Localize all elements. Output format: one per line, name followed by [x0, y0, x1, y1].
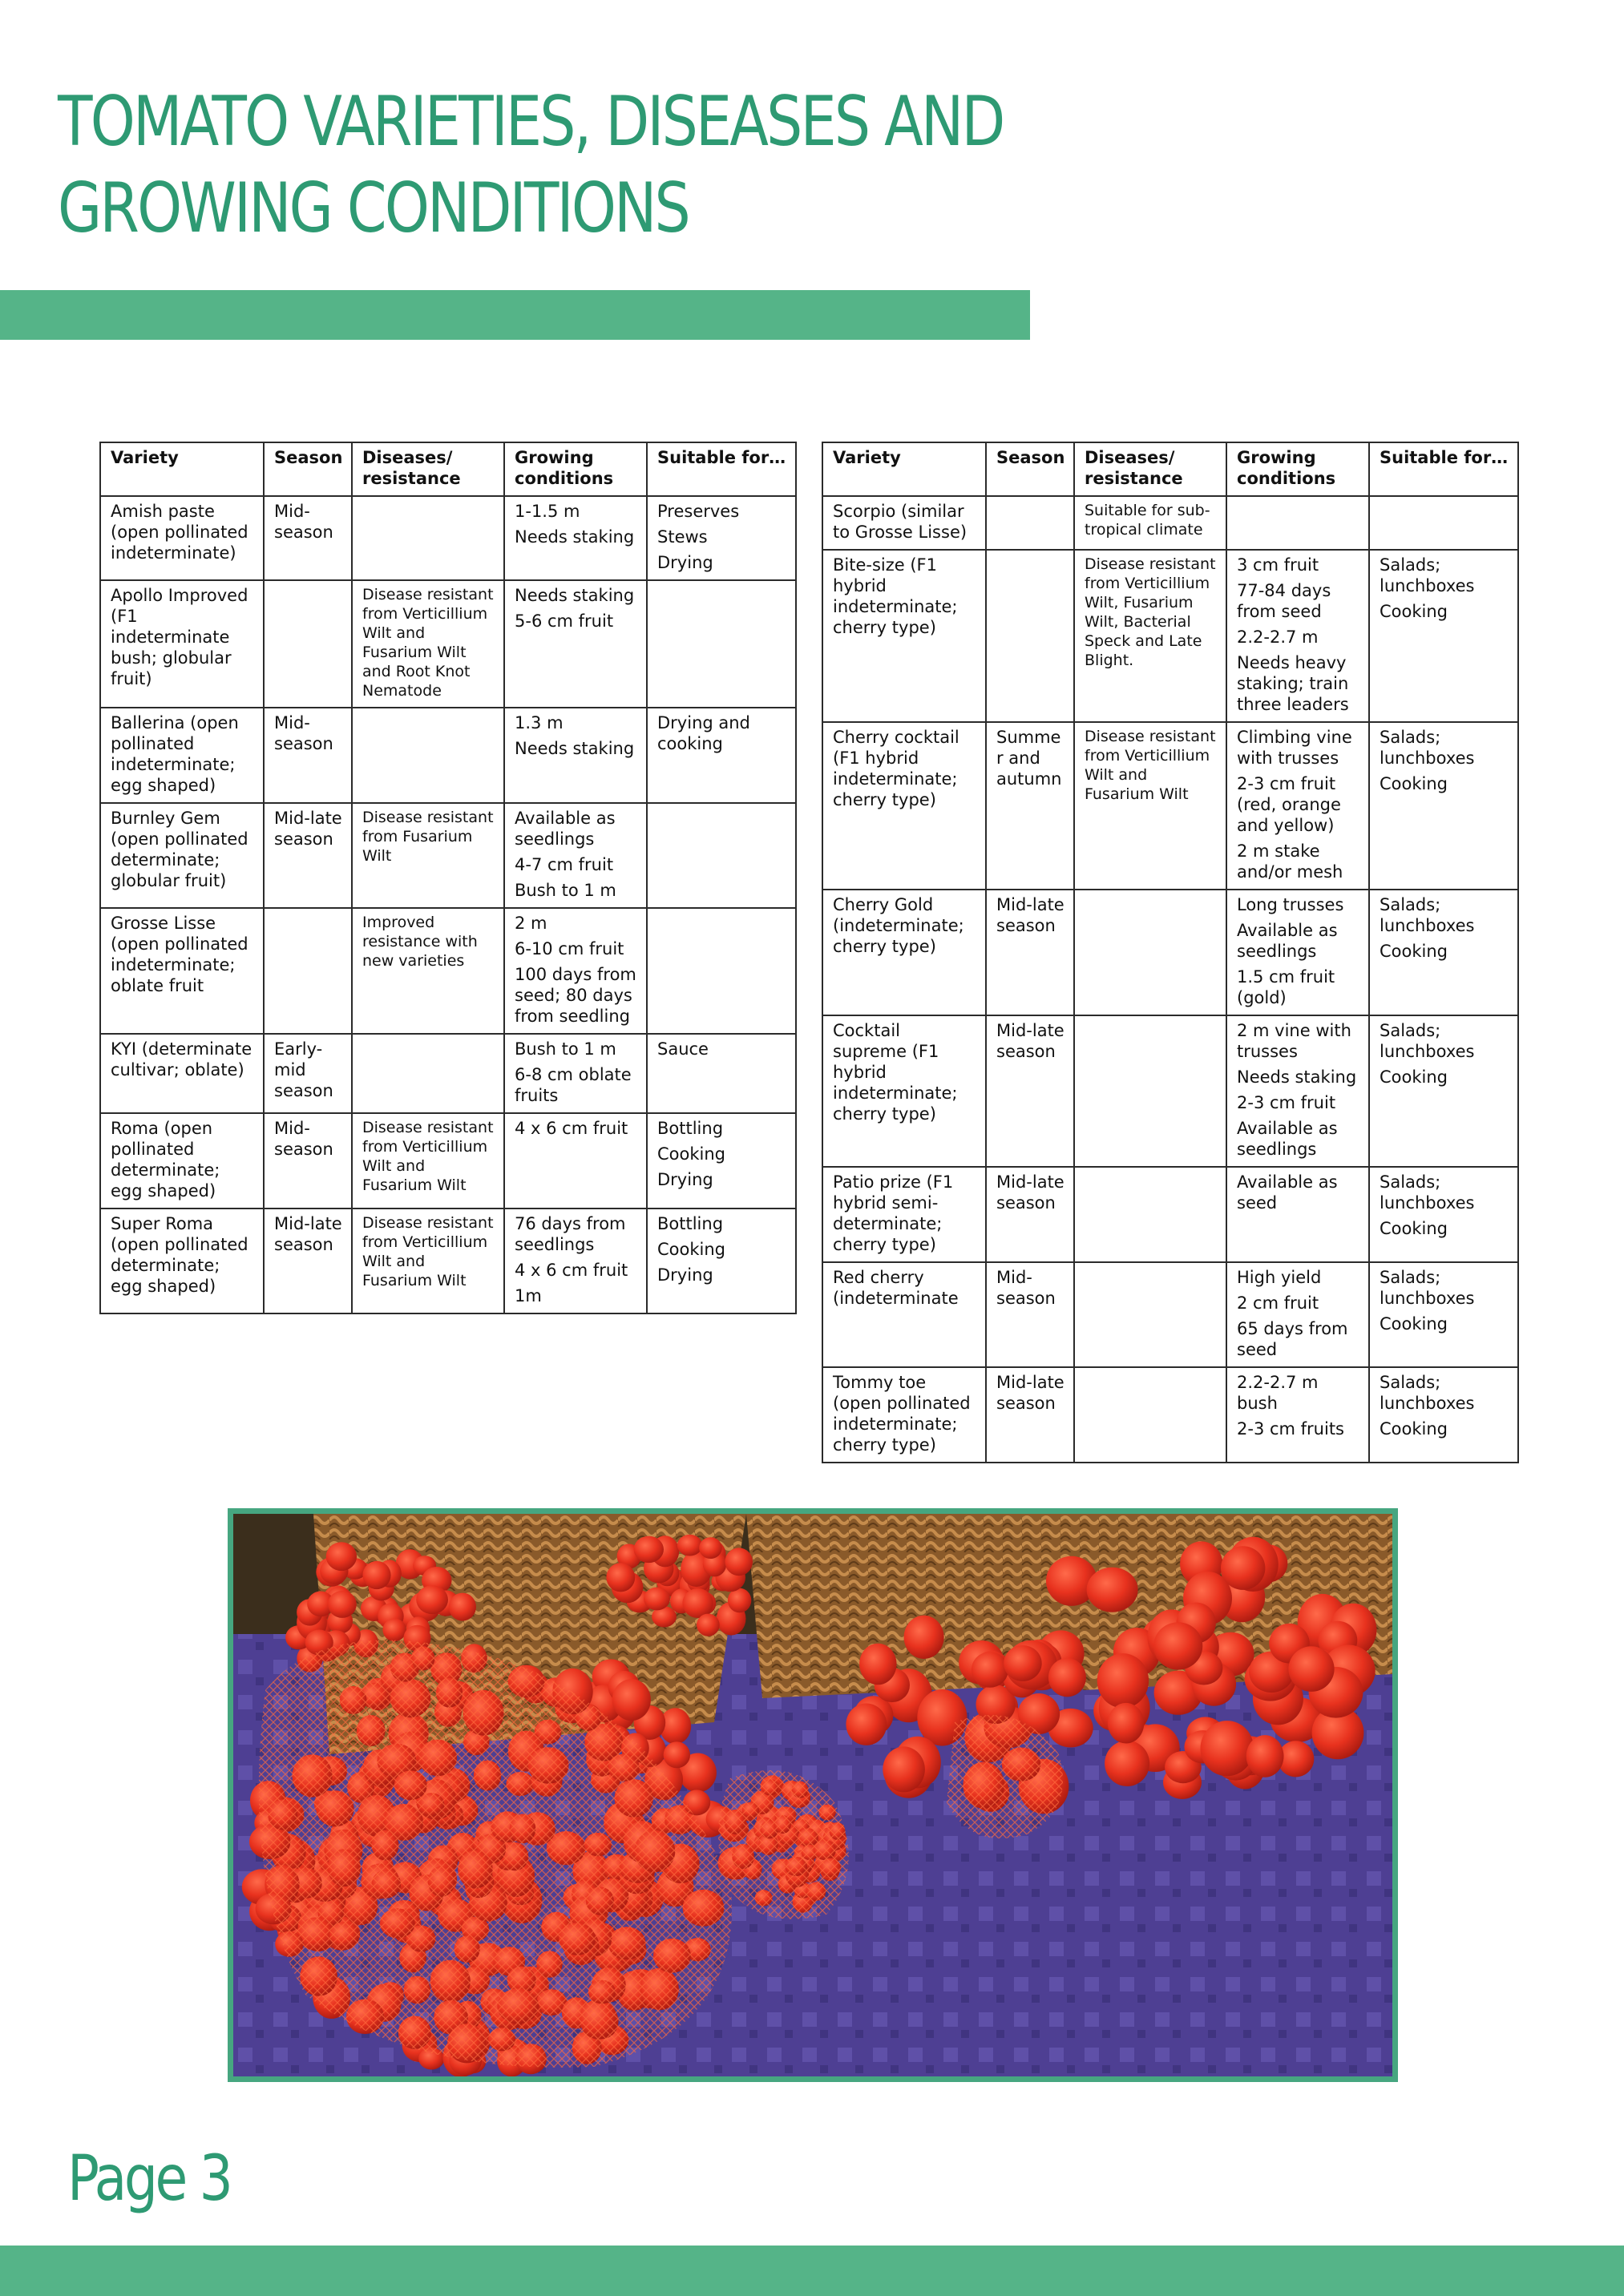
- cell-suitable-for: [1369, 1015, 1518, 1167]
- cell-line: Drying: [657, 553, 713, 572]
- cell-line: Climbing vine with trusses: [1237, 728, 1352, 768]
- header-season: Season: [986, 442, 1074, 496]
- cell-growing-conditions: [504, 708, 647, 803]
- table-row: [822, 722, 1518, 890]
- cell-line: Salads; lunchboxes: [1380, 1373, 1475, 1413]
- page-title-line-1: TOMATO VARIETIES, DISEASES AND: [58, 82, 1004, 162]
- cell-line: 65 days from seed: [1237, 1319, 1348, 1359]
- cell-variety: Roma (open pollinated determinate; egg shaped): [100, 1113, 264, 1209]
- cell-growing-conditions: [1226, 1167, 1369, 1262]
- cell-line: 2.2-2.7 m bush: [1237, 1373, 1319, 1413]
- cell-variety: Cherry cocktail (F1 hybrid indeterminate; cherry type): [822, 722, 986, 890]
- tomato: [1108, 1703, 1144, 1744]
- cell-line: Preserves: [657, 502, 740, 521]
- header-growing-conditions: Growing conditions: [504, 442, 647, 496]
- tomato: [677, 1535, 702, 1556]
- cell-growing-conditions: [1226, 890, 1369, 1015]
- table-row: [100, 908, 796, 1034]
- cell-line: Salads; lunchboxes: [1380, 1268, 1475, 1308]
- tomato-market-photo: [228, 1508, 1398, 2082]
- tomato: [664, 1741, 690, 1768]
- tomato-photo-illustration: [233, 1514, 1392, 2076]
- cell-suitable-for: [647, 803, 796, 908]
- cell-growing-conditions: [1226, 496, 1369, 550]
- cell-diseases: [1074, 1367, 1226, 1463]
- cell-growing-conditions: [504, 1113, 647, 1209]
- cell-growing-conditions: [504, 580, 647, 708]
- tomato: [728, 1588, 751, 1613]
- cell-variety: Cherry Gold (indeterminate; cherry type): [822, 890, 986, 1015]
- cell-line: Cooking: [657, 1240, 725, 1259]
- tomato: [846, 1704, 887, 1745]
- varieties-table-left: [99, 442, 797, 1314]
- table-row: [100, 1209, 796, 1313]
- cell-season: [986, 550, 1074, 722]
- table-header-row: [100, 442, 796, 496]
- cell-growing-conditions: [504, 1209, 647, 1313]
- cell-line: Drying and cooking: [657, 713, 750, 753]
- header-accent-band: [0, 290, 1030, 340]
- cell-line: 2 m: [515, 914, 547, 933]
- cell-season: Mid-late season: [264, 1209, 352, 1313]
- cell-line: 2-3 cm fruits: [1237, 1419, 1344, 1439]
- cell-season: Mid-late season: [986, 1367, 1074, 1463]
- cell-line: 100 days from seed; 80 days from seedling: [515, 965, 636, 1026]
- cell-line: Available as seedlings: [1237, 921, 1338, 961]
- tomato: [1153, 1622, 1202, 1669]
- cell-line: High yield: [1237, 1268, 1322, 1287]
- cell-line: 1.3 m: [515, 713, 564, 732]
- cell-diseases: [352, 1034, 504, 1113]
- tomato: [634, 1536, 664, 1563]
- tomato: [416, 1585, 448, 1614]
- cell-line: 6-8 cm oblate fruits: [515, 1065, 632, 1105]
- table-row: [100, 1113, 796, 1209]
- cell-season: Mid-late season: [986, 1015, 1074, 1167]
- cell-season: Summer and autumn: [986, 722, 1074, 890]
- cell-growing-conditions: [504, 803, 647, 908]
- tomato: [612, 1679, 651, 1721]
- tomato: [1087, 1568, 1138, 1612]
- cell-line: Cooking: [1380, 1219, 1448, 1238]
- cell-line: Bottling: [657, 1119, 724, 1138]
- header-suitable-for: Suitable for…: [1369, 442, 1518, 496]
- cell-line: Cooking: [1380, 1314, 1448, 1334]
- cell-line: 2 m stake and/or mesh: [1237, 841, 1343, 882]
- cell-line: Salads; lunchboxes: [1380, 555, 1475, 595]
- tomato: [1201, 1721, 1254, 1776]
- table-row: [100, 803, 796, 908]
- cell-variety: Scorpio (similar to Grosse Lisse): [822, 496, 986, 550]
- cell-line: 2 m vine with trusses: [1237, 1021, 1351, 1061]
- cell-line: Cooking: [1380, 602, 1448, 621]
- cell-line: 1.5 cm fruit (gold): [1237, 967, 1335, 1007]
- tomato: [1288, 1646, 1334, 1692]
- header-diseases: Diseases/ resistance: [352, 442, 504, 496]
- cell-growing-conditions: [1226, 1262, 1369, 1367]
- cell-suitable-for: [647, 1034, 796, 1113]
- tomato: [449, 1593, 476, 1621]
- cell-line: Available as seedlings: [515, 809, 616, 849]
- cell-line: Drying: [657, 1170, 713, 1189]
- cell-line: 4 x 6 cm fruit: [515, 1261, 628, 1280]
- cell-line: Needs staking: [1237, 1067, 1357, 1087]
- tomato: [1097, 1653, 1149, 1708]
- tomato: [1004, 1645, 1042, 1681]
- cell-season: Mid-season: [264, 1113, 352, 1209]
- table-row: [822, 1367, 1518, 1463]
- cell-line: Sauce: [657, 1039, 709, 1059]
- cell-line: 2 cm fruit: [1237, 1293, 1319, 1313]
- tomato: [362, 1561, 390, 1589]
- cell-line: Cooking: [657, 1144, 725, 1164]
- header-variety: Variety: [822, 442, 986, 496]
- table-row: [822, 550, 1518, 722]
- cell-season: [264, 580, 352, 708]
- cell-growing-conditions: [504, 908, 647, 1034]
- table-row: [822, 890, 1518, 1015]
- table-row: [100, 708, 796, 803]
- cell-suitable-for: [1369, 890, 1518, 1015]
- tomato: [699, 1537, 722, 1559]
- cell-diseases: [1074, 1262, 1226, 1367]
- cell-line: Stews: [657, 527, 708, 547]
- cell-season: Mid-late season: [986, 1167, 1074, 1262]
- cell-line: Available as seedlings: [1237, 1119, 1338, 1159]
- tomato: [644, 1588, 670, 1611]
- cell-season: Mid-season: [264, 708, 352, 803]
- cell-growing-conditions: [1226, 722, 1369, 890]
- cell-season: [986, 496, 1074, 550]
- cell-line: Cooking: [1380, 942, 1448, 961]
- cell-line: Needs heavy staking; train three leaders: [1237, 653, 1349, 714]
- cell-suitable-for: [1369, 496, 1518, 550]
- cell-line: 2-3 cm fruit (red, orange and yellow): [1237, 774, 1341, 835]
- cell-variety: Burnley Gem (open pollinated determinate; globular fruit): [100, 803, 264, 908]
- page-title-line-2: GROWING CONDITIONS: [58, 168, 689, 248]
- cell-suitable-for: [647, 1209, 796, 1313]
- cell-suitable-for: [647, 708, 796, 803]
- cell-suitable-for: [647, 1113, 796, 1209]
- cell-line: Drying: [657, 1265, 713, 1285]
- header-growing-conditions: Growing conditions: [1226, 442, 1369, 496]
- tomato: [606, 1563, 635, 1592]
- tomato: [682, 1588, 713, 1618]
- cell-diseases: [1074, 1015, 1226, 1167]
- cell-season: [264, 908, 352, 1034]
- header-suitable-for: Suitable for…: [647, 442, 796, 496]
- cell-variety: Tommy toe (open pollinated indeterminate; cherry type): [822, 1367, 986, 1463]
- cell-suitable-for: [1369, 550, 1518, 722]
- cell-variety: KYI (determinate cultivar; oblate): [100, 1034, 264, 1113]
- cell-diseases: Disease resistant from Verticillium Wilt and Fusarium Wilt: [1074, 722, 1226, 890]
- header-variety: Variety: [100, 442, 264, 496]
- cell-line: Needs staking: [515, 527, 635, 547]
- tomato: [326, 1542, 357, 1571]
- cell-line: Needs staking: [515, 586, 635, 605]
- cell-diseases: Disease resistant from Fusarium Wilt: [352, 803, 504, 908]
- cell-suitable-for: [647, 496, 796, 580]
- cell-diseases: Disease resistant from Verticillium Wilt and Fusarium Wilt and Root Knot Nematode: [352, 580, 504, 708]
- page-title: [58, 79, 1164, 252]
- cell-season: Early-mid season: [264, 1034, 352, 1113]
- cell-line: Cooking: [1380, 1067, 1448, 1087]
- cell-line: 76 days from seedlings: [515, 1214, 626, 1254]
- cell-diseases: [1074, 890, 1226, 1015]
- cell-line: 2-3 cm fruit: [1237, 1093, 1336, 1112]
- cell-diseases: [352, 496, 504, 580]
- tomato: [725, 1547, 753, 1576]
- cell-variety: Red cherry (indeterminate: [822, 1262, 986, 1367]
- cell-diseases: [352, 708, 504, 803]
- tomato: [1221, 1546, 1265, 1590]
- cell-variety: Super Roma (open pollinated determinate; egg shaped): [100, 1209, 264, 1313]
- cell-line: 6-10 cm fruit: [515, 939, 624, 958]
- cell-line: 4 x 6 cm fruit: [515, 1119, 628, 1138]
- tomato: [904, 1616, 944, 1659]
- table-row: [822, 1167, 1518, 1262]
- cell-suitable-for: [1369, 722, 1518, 890]
- table-row: [822, 1262, 1518, 1367]
- tomato: [697, 1614, 720, 1636]
- table-row: [100, 580, 796, 708]
- cell-line: Salads; lunchboxes: [1380, 895, 1475, 935]
- tomato: [972, 1652, 1008, 1688]
- cell-line: Salads; lunchboxes: [1380, 1021, 1475, 1061]
- varieties-table-right: [822, 442, 1519, 1463]
- cell-season: Mid-late season: [264, 803, 352, 908]
- cell-suitable-for: [1369, 1262, 1518, 1367]
- cell-season: Mid-season: [264, 496, 352, 580]
- cell-diseases: [1074, 1167, 1226, 1262]
- page-number: Page 3: [67, 2143, 231, 2215]
- tomato: [859, 1644, 896, 1685]
- tomato: [1105, 1741, 1149, 1786]
- cell-line: 3 cm fruit: [1237, 555, 1319, 575]
- cell-suitable-for: [1369, 1167, 1518, 1262]
- table-header-row: [822, 442, 1518, 496]
- cell-suitable-for: [1369, 1367, 1518, 1463]
- cell-line: Salads; lunchboxes: [1380, 728, 1475, 768]
- cell-growing-conditions: [504, 1034, 647, 1113]
- cell-variety: Grosse Lisse (open pollinated indeterminate; oblate fruit: [100, 908, 264, 1034]
- cell-variety: Ballerina (open pollinated indeterminate; egg shaped): [100, 708, 264, 803]
- cell-diseases: Improved resistance with new varieties: [352, 908, 504, 1034]
- cell-line: Salads; lunchboxes: [1380, 1172, 1475, 1213]
- table-row: [100, 496, 796, 580]
- cell-line: 1m: [515, 1286, 542, 1305]
- cell-variety: Apollo Improved (F1 indeterminate bush; globular fruit): [100, 580, 264, 708]
- cell-line: 4-7 cm fruit: [515, 855, 614, 874]
- cell-growing-conditions: [1226, 1367, 1369, 1463]
- cell-season: Mid-late season: [986, 890, 1074, 1015]
- cell-season: Mid-season: [986, 1262, 1074, 1367]
- header-diseases: Diseases/ resistance: [1074, 442, 1226, 496]
- cell-line: Bottling: [657, 1214, 724, 1233]
- cell-line: 5-6 cm fruit: [515, 611, 614, 631]
- cell-line: 1-1.5 m: [515, 502, 580, 521]
- cell-variety: Amish paste (open pollinated indeterminate): [100, 496, 264, 580]
- table-row: [822, 496, 1518, 550]
- cell-variety: Cocktail supreme (F1 hybrid indeterminate; cherry type): [822, 1015, 986, 1167]
- cell-diseases: Disease resistant from Verticillium Wilt and Fusarium Wilt: [352, 1113, 504, 1209]
- cell-diseases: Suitable for sub-tropical climate: [1074, 496, 1226, 550]
- header-season: Season: [264, 442, 352, 496]
- tomato: [1246, 1735, 1284, 1777]
- table-row: [822, 1015, 1518, 1167]
- cell-line: 77-84 days from seed: [1237, 581, 1331, 621]
- cell-growing-conditions: [1226, 1015, 1369, 1167]
- tomato: [328, 1591, 357, 1618]
- cell-diseases: Disease resistant from Verticillium Wilt and Fusarium Wilt: [352, 1209, 504, 1313]
- cell-suitable-for: [647, 908, 796, 1034]
- cell-suitable-for: [647, 580, 796, 708]
- cell-growing-conditions: [1226, 550, 1369, 722]
- table-row: [100, 1034, 796, 1113]
- cell-variety: Bite-size (F1 hybrid indeterminate; cherry type): [822, 550, 986, 722]
- cell-line: Long trusses: [1237, 895, 1344, 914]
- cell-line: Bush to 1 m: [515, 1039, 616, 1059]
- cell-diseases: Disease resistant from Verticillium Wilt, Fusarium Wilt, Bacterial Speck and Late Blight.: [1074, 550, 1226, 722]
- cell-line: Cooking: [1380, 774, 1448, 793]
- cell-growing-conditions: [504, 496, 647, 580]
- cell-line: Available as seed: [1237, 1172, 1338, 1213]
- tomato: [382, 1619, 406, 1642]
- cell-line: Needs staking: [515, 739, 635, 758]
- footer-accent-band: [0, 2246, 1624, 2296]
- tomato: [1048, 1658, 1086, 1697]
- cell-line: 2.2-2.7 m: [1237, 627, 1319, 647]
- cell-line: Cooking: [1380, 1419, 1448, 1439]
- tomato: [883, 1746, 925, 1792]
- cell-line: Bush to 1 m: [515, 881, 616, 900]
- cell-variety: Patio prize (F1 hybrid semi-determinate; cherry type): [822, 1167, 986, 1262]
